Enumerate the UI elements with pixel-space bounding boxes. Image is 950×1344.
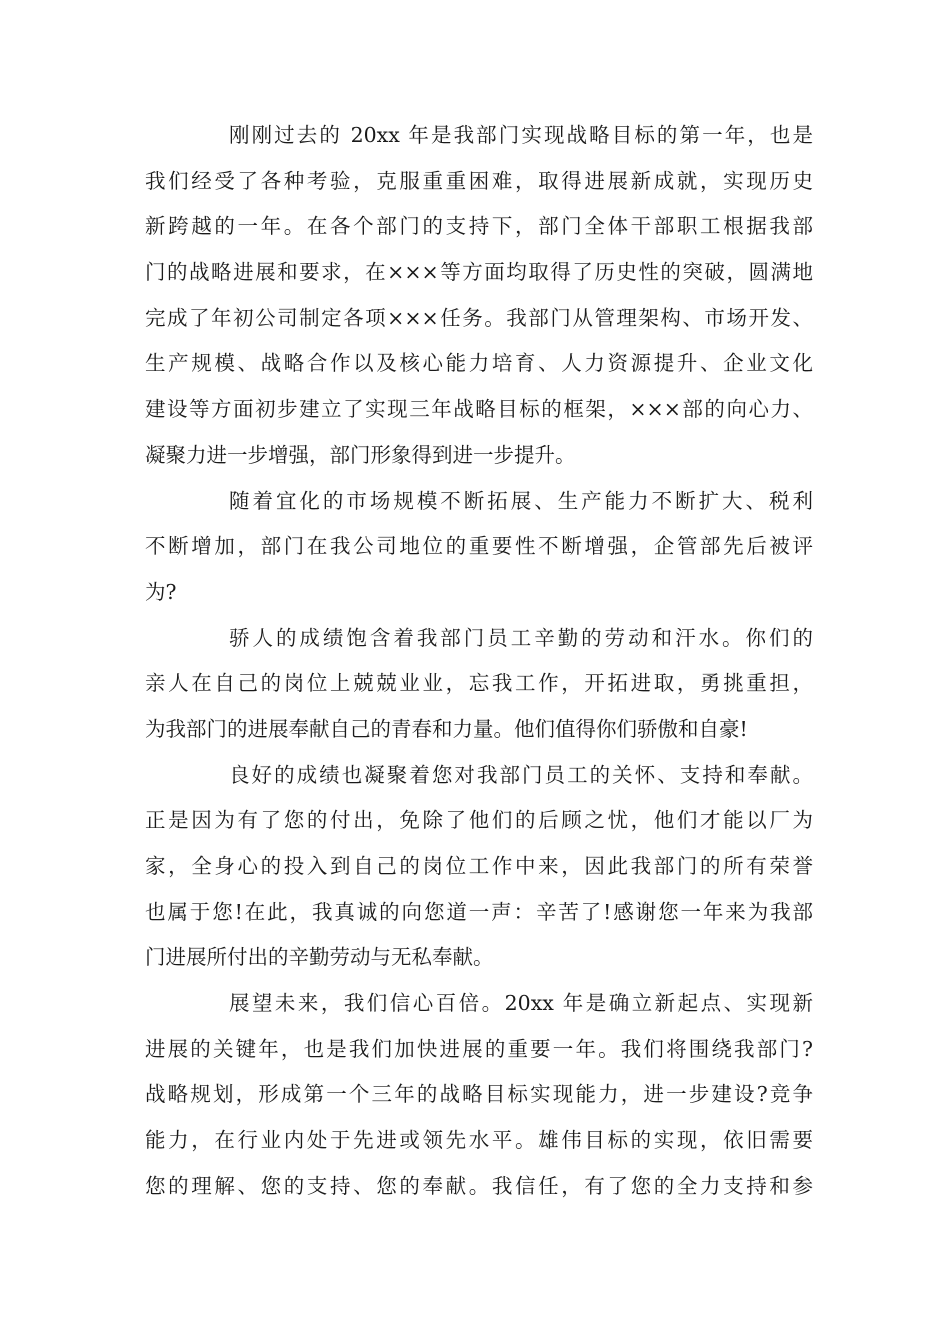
paragraph-4 bbox=[145, 753, 813, 981]
text-line: 随着宜化的市场规模不断拓展、生产能力不断扩大、税利 bbox=[229, 488, 813, 513]
text-line: 建设等方面初步建立了实现三年战略目标的框架，×××部的向心力、 bbox=[145, 397, 813, 422]
text-line: 能力，在行业内处于先进或领先水平。雄伟目标的实现，依旧需要 bbox=[145, 1128, 813, 1153]
document-body bbox=[145, 113, 813, 1210]
text-line: 生产规模、战略合作以及核心能力培育、人力资源提升、企业文化 bbox=[145, 351, 813, 376]
text-line: 刚刚过去的 20xx 年是我部门实现战略目标的第一年，也是 bbox=[229, 123, 813, 147]
text-line: 为? bbox=[145, 579, 177, 604]
text-line: 凝聚力进一步增强，部门形象得到进一步提升。 bbox=[145, 442, 576, 467]
text-line: 完成了年初公司制定各项×××任务。我部门从管理架构、市场开发、 bbox=[145, 305, 813, 330]
text-line: 门进展所付出的辛勤劳动与无私奉献。 bbox=[145, 945, 494, 970]
text-line: 为我部门的进展奉献自己的青春和力量。他们值得你们骄傲和自豪! bbox=[145, 716, 748, 741]
text-line: 您的理解、您的支持、您的奉献。我信任，有了您的全力支持和参 bbox=[145, 1173, 813, 1198]
text-line: 新跨越的一年。在各个部门的支持下，部门全体干部职工根据我部 bbox=[145, 214, 813, 239]
text-line: 展望未来，我们信心百倍。20xx 年是确立新起点、实现新 bbox=[229, 991, 813, 1016]
text-line: 战略规划，形成第一个三年的战略目标实现能力，进一步建设?竞争 bbox=[145, 1082, 813, 1107]
text-line: 门的战略进展和要求，在×××等方面均取得了历史性的突破，圆满地 bbox=[145, 260, 813, 285]
paragraph-5 bbox=[145, 981, 813, 1209]
text-line: 进展的关键年，也是我们加快进展的重要一年。我们将围绕我部门? bbox=[145, 1036, 813, 1061]
text-line: 也属于您!在此，我真诚的向您道一声：辛苦了!感谢您一年来为我部 bbox=[145, 899, 813, 924]
text-line: 家，全身心的投入到自己的岗位工作中来，因此我部门的所有荣誉 bbox=[145, 854, 813, 878]
text-line: 良好的成绩也凝聚着您对我部门员工的关怀、支持和奉献。 bbox=[229, 762, 813, 787]
text-line: 骄人的成绩饱含着我部门员工辛勤的劳动和汗水。你们的 bbox=[229, 625, 813, 650]
paragraph-1 bbox=[145, 113, 813, 479]
text-line: 亲人在自己的岗位上兢兢业业，忘我工作，开拓进取，勇挑重担， bbox=[145, 671, 813, 696]
paragraph-3 bbox=[145, 616, 813, 753]
paragraph-2 bbox=[145, 479, 813, 616]
text-line: 我们经受了各种考验，克服重重困难，取得进展新成就，实现历史 bbox=[145, 168, 813, 193]
text-line: 不断增加，部门在我公司地位的重要性不断增强，企管部先后被评 bbox=[145, 534, 813, 559]
text-line: 正是因为有了您的付出，免除了他们的后顾之忧，他们才能以厂为 bbox=[145, 808, 813, 833]
